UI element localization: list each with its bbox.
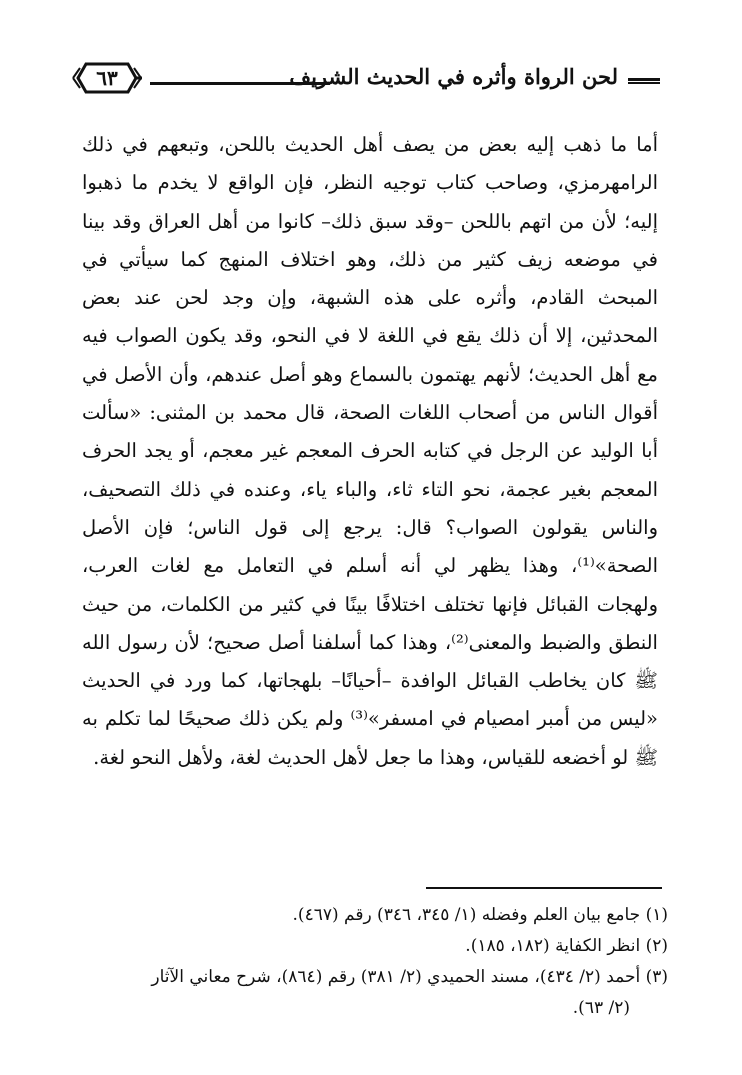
footnote-3: (٣) أحمد (٢/ ٤٣٤)، مسند الحميدي (٢/ ٣٨١) رقم (٨٦٤)، شرح معاني الآثار — [151, 967, 668, 987]
running-header — [72, 60, 660, 100]
footnote-3-continuation: (٢/ ٦٣). — [572, 998, 630, 1018]
main-text — [82, 126, 658, 777]
body-paragraph: أما ما ذهب إليه بعض من يصف أهل الحديث باللحن، وتبعهم في ذلك الرامهرمزي، وصاحب كتاب توجيه النظر، فإن الواقع لا يخدم ما ذهبوا إليه؛ لأن من اتهم باللحن –وقد سبق ذلك– كانوا من أهل العراق وقد بينا في موضعه زيف كثير من ذلك، وهو اختلاف المنهج كما سيأتي في المبحث القادم، وأثره على هذه الشبهة، وإن وجد لحن عند بعض المحدثين، إلا أن ذلك يقع في اللغة لا في النحو، وقد يكون الصواب فيه مع أهل الحديث؛ لأنهم يهتمون بالسماع وهو أصل عندهم، وأن الأصل في أقوال الناس من أصحاب اللغات الصحة، قال محمد بن المثنى: «سألت أبا الوليد عن الرجل في كتابه الحرف المعجم غير معجم، أو يجد الحرف المعجم بغير عجمة، نحو التاء ثاء، والباء ياء، وعنده في ذلك التصحيف، والناس يقولون الصواب؟ قال: يرجع إلى قول الناس؛ فإن الأصل الصحة»⁽¹⁾، وهذا يظهر لي أنه أسلم في التعامل مع لغات العرب، ولهجات القبائل فإنها تختلف اختلافًا بينًا في كثير من الكلمات، من حيث النطق والضبط والمعنى⁽²⁾، وهذا كما أسلفنا أصل صحيح؛ لأن رسول الله ﷺ كان يخاطب القبائل الوافدة –أحيانًا– بلهجاتها، كما ورد في الحديث «ليس من أمبر امصيام في امسفر»⁽³⁾ ولم يكن ذلك صحيحًا لما تكلم به ﷺ لو أخضعه للقياس، وهذا ما جعل لأهل الحديث لغة، ولأهل النحو لغة. — [82, 133, 658, 769]
header-title: لحن الرواة وأثره في الحديث الشريف — [289, 64, 618, 89]
page-number: ٦٣ — [96, 66, 118, 90]
footnote-2: (٢) انظر الكفاية (١٨٢، ١٨٥). — [465, 936, 668, 956]
page-number-badge — [72, 60, 142, 96]
footnotes — [82, 900, 668, 1024]
footnote-1: (١) جامع بيان العلم وفضله (١/ ٣٤٥، ٣٤٦) رقم (٤٦٧). — [292, 905, 668, 925]
header-dash-ornament — [628, 78, 660, 84]
footnote-separator — [426, 887, 662, 889]
